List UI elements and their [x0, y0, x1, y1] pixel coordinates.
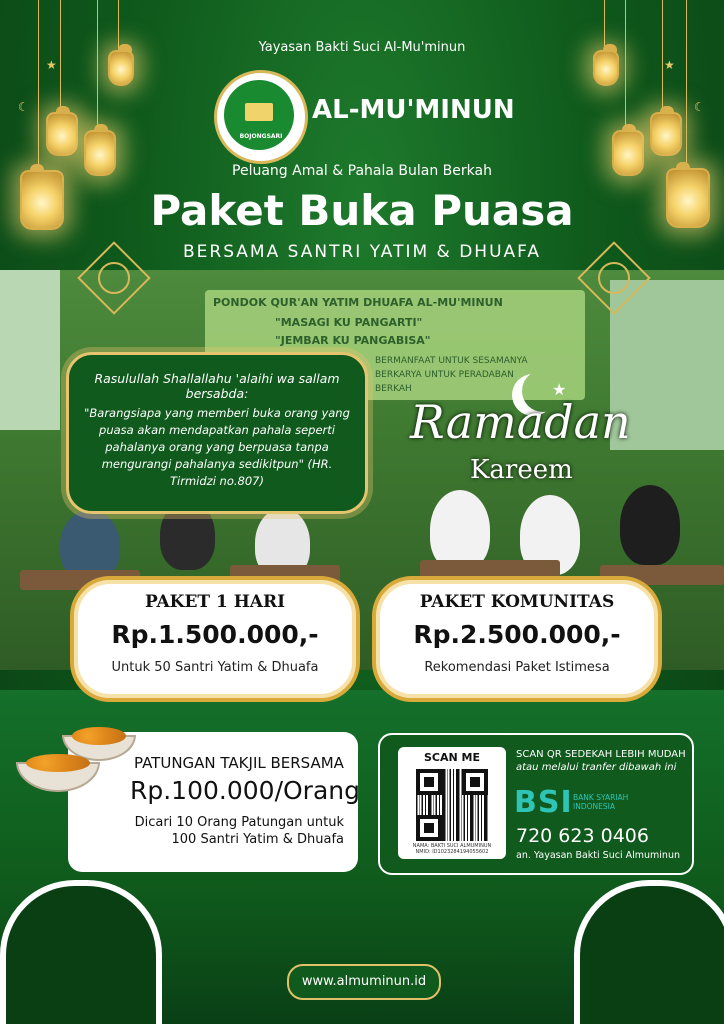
logo-title: AL-MU'MINUN [312, 95, 515, 125]
lantern-string [686, 0, 687, 168]
lantern-icon [108, 50, 134, 86]
ramadan-kareem [400, 395, 700, 495]
banner-line: BERKAH [375, 384, 412, 394]
quote-intro: Rasulullah Shallallahu 'alaihi wa sallam bersabda: [94, 371, 340, 401]
qr-instruction: SCAN QR SEDEKAH LEBIH MUDAH [516, 749, 686, 760]
arch-left [0, 880, 162, 1024]
crescent-icon: ☾ [18, 100, 29, 114]
lantern-string [38, 0, 39, 172]
ramadan-script: Ramadan [410, 395, 631, 449]
quote-body: "Barangsiapa yang memberi buka orang yang puasa akan mendapatkan pahala seperti pahalanya orang yang berpuasa tanpa mengurangi pahalanya sedikitpun" (HR. Tirmidzi no.807) [84, 406, 350, 488]
banner-line: "JEMBAR KU PANGABISA" [275, 334, 431, 347]
bsi-logo: BSI [514, 785, 573, 820]
star-icon: ★ [46, 58, 57, 72]
page-title: Paket Buka Puasa [150, 186, 574, 235]
student [430, 490, 490, 570]
tagline: Peluang Amal & Pahala Bulan Berkah [232, 163, 492, 179]
takjil-heading: PATUNGAN TAKJIL BERSAMA [134, 754, 344, 772]
account-name: an. Yayasan Bakti Suci Almuminun [516, 850, 680, 861]
qr-footer [398, 843, 506, 855]
page-subtitle: BERSAMA SANTRI YATIM & DHUAFA [182, 242, 541, 262]
lantern-icon [46, 112, 78, 156]
banner-line: BERKARYA UNTUK PERADABAN [375, 370, 514, 380]
package-note: Rekomendasi Paket Istimesa [424, 660, 610, 675]
package-title: PAKET KOMUNITAS [419, 592, 615, 612]
book-icon [245, 103, 273, 121]
package-note: Untuk 50 Santri Yatim & Dhuafa [111, 660, 319, 675]
lantern-string [97, 0, 98, 130]
qr-footer-nmid: NMID: ID1023284194055602 [415, 849, 489, 855]
qr-corner [416, 815, 442, 841]
package-price: Rp.2.500.000,- [413, 620, 621, 649]
qr-corner [416, 769, 442, 795]
website-link[interactable]: www.almuminun.id [287, 964, 441, 1000]
qr-code[interactable] [398, 747, 506, 859]
ramadan-kareem-text: Kareem [470, 455, 573, 485]
lantern-string [60, 0, 61, 112]
star-icon: ★ [552, 380, 567, 399]
star-icon: ★ [664, 58, 675, 72]
package-title: PAKET 1 HARI [144, 592, 286, 612]
logo-location: BOJONGSARI [239, 133, 283, 140]
account-number[interactable]: 720 623 0406 [516, 825, 649, 847]
crescent-icon: ☾ [694, 100, 705, 114]
scan-me-label: SCAN ME [423, 751, 480, 764]
package-card[interactable] [372, 576, 662, 702]
lantern-string [625, 0, 626, 130]
payment-panel [378, 733, 694, 875]
banner-line: PONDOK QUR'AN YATIM DHUAFA AL-MU'MINUN [213, 296, 503, 309]
student [620, 485, 680, 565]
qr-footer-name: NAMA: BAKTI SUCI ALMUMINUN [412, 843, 492, 849]
arch-right [574, 880, 724, 1024]
lantern-icon [593, 50, 619, 86]
qr-corner [462, 769, 488, 795]
banner-line: "MASAGI KU PANGARTI" [275, 316, 423, 329]
package-card[interactable] [70, 576, 360, 702]
bank-name: BANK SYARIAH INDONESIA [573, 793, 629, 811]
transfer-instruction: atau melalui tranfer dibawah ini [516, 762, 677, 773]
package-price: Rp.1.500.000,- [111, 620, 319, 649]
lantern-string [662, 0, 663, 112]
hadith-quote [66, 352, 368, 514]
lantern-icon [650, 112, 682, 156]
wall-left [0, 270, 60, 430]
foundation-logo [214, 70, 308, 164]
foundation-name: Yayasan Bakti Suci Al-Mu'minun [258, 40, 466, 55]
takjil-desc: Dicari 10 Orang Patungan untuk 100 Santri Yatim & Dhuafa [134, 815, 344, 847]
banner-line: BERMANFAAT UNTUK SESAMANYA [375, 356, 528, 366]
takjil-price: Rp.100.000/Orang [130, 776, 360, 805]
